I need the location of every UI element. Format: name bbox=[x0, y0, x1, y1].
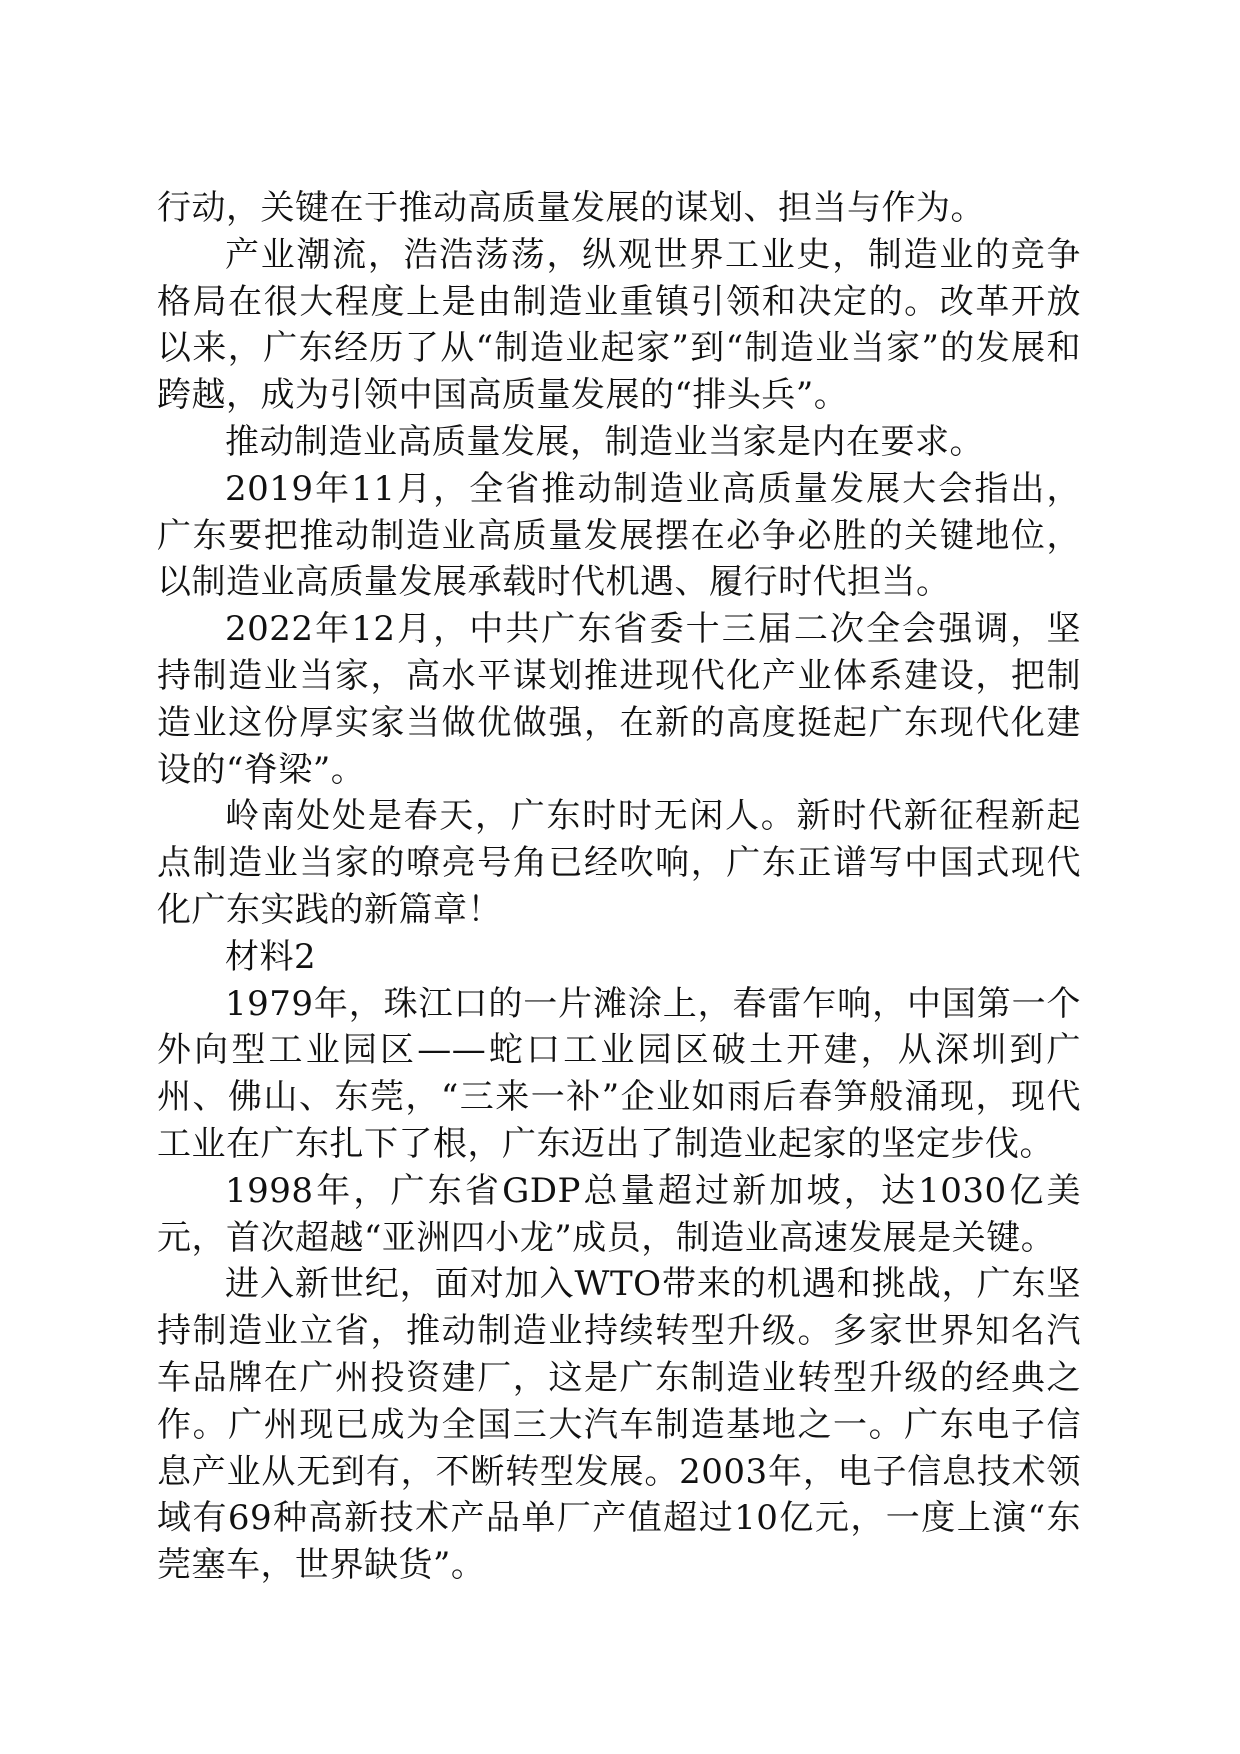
section-heading: 材料2 bbox=[225, 936, 317, 977]
paragraph: 2022年12月，中共广东省委十三届二次全会强调，坚持制造业当家，高水平谋划推进现代化产业体系建设，把制造业这份厚实家当做优做强，在新的高度挺起广东现代化建设的“脊梁”。 bbox=[157, 609, 1081, 790]
document-body bbox=[157, 185, 1081, 1589]
paragraph: 推动制造业高质量发展，制造业当家是内在要求。 bbox=[225, 421, 984, 462]
paragraph: 2019年11月，全省推动制造业高质量发展大会指出，广东要把推动制造业高质量发展摆在必争必胜的关键地位，以制造业高质量发展承载时代机遇、履行时代担当。 bbox=[157, 468, 1081, 603]
paragraph: 1998年，广东省GDP总量超过新加坡，达1030亿美元，首次超越“亚洲四小龙”成员，制造业高速发展是关键。 bbox=[157, 1170, 1081, 1258]
paragraph: 产业潮流，浩浩荡荡，纵观世界工业史，制造业的竞争格局在很大程度上是由制造业重镇引领和决定的。改革开放以来，广东经历了从“制造业起家”到“制造业当家”的发展和跨越，成为引领中国高质量发展的“排头兵”。 bbox=[157, 234, 1081, 416]
paragraph: 行动，关键在于推动高质量发展的谋划、担当与作为。 bbox=[157, 188, 985, 228]
paragraph: 进入新世纪，面对加入WTO带来的机遇和挑战，广东坚持制造业立省，推动制造业持续转型升级。多家世界知名汽车品牌在广州投资建厂，这是广东制造业转型升级的经典之作。广州现已成为全国三大汽车制造基地之一。广东电子信息产业从无到有，不断转型发展。2003年，电子信息技术领域有69种高新技术产品单厂产值超过10亿元，一度上演“东莞塞车，世界缺货”。 bbox=[157, 1264, 1081, 1586]
paragraph: 1979年，珠江口的一片滩涂上，春雷乍响，中国第一个外向型工业园区——蛇口工业园区破土开建，从深圳到广州、佛山、东莞，“三来一补”企业如雨后春笋般涌现，现代工业在广东扎下了根，广东迈出了制造业起家的坚定步伐。 bbox=[157, 983, 1081, 1164]
paragraph: 岭南处处是春天，广东时时无闲人。新时代新征程新起点制造业当家的嘹亮号角已经吹响，广东正谱写中国式现代化广东实践的新篇章！ bbox=[157, 796, 1081, 930]
